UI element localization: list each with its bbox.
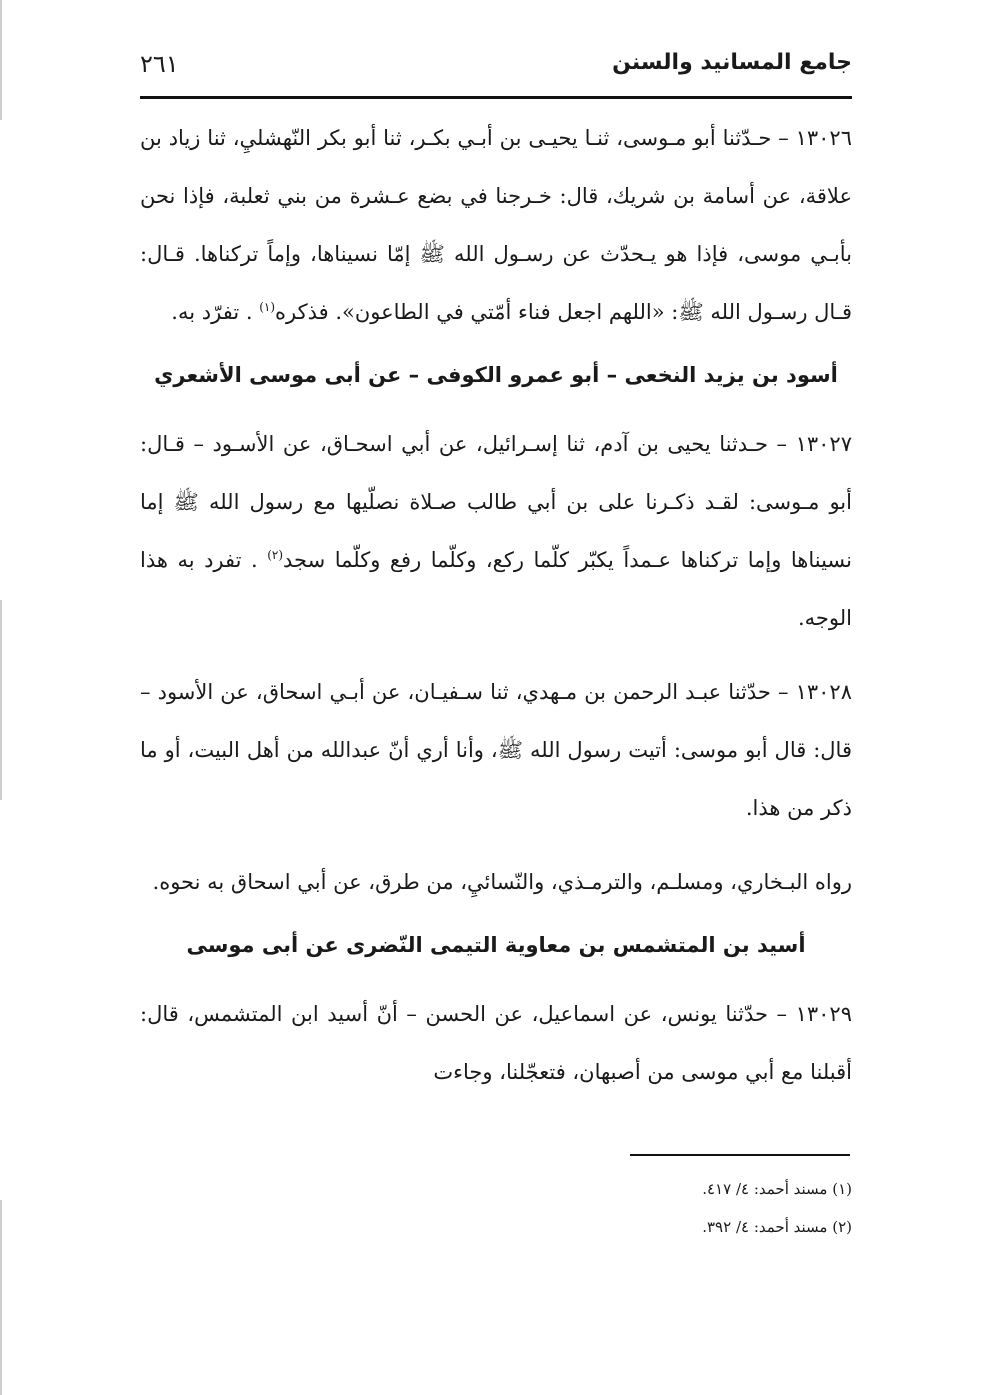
hadith-paragraph (140, 109, 852, 341)
hadith-text: ١٣٠٢٦ – حـدّثنا أبو مـوسى، ثنـا يحيـى بن أبـي بكـر، ثنا أبو بكر النّهشليِ، ثنا زياد بن علاقة، عن أسامة بن شريك، قال: خـرجنا في بضع عـشرة من بني ثعلبة، فإذا نحن بأبـي موسى، فإذا هو يـحدّث عن رسـول الله ﷺ إمّا نسيناها، وإماً تركناها. قـال: قـال رسـول الله ﷺ: «اللهم اجعل فناء أمّتي في الطاعون». فذكره (140, 126, 852, 324)
footnote-marker: (٢) (267, 548, 284, 562)
running-header (140, 40, 852, 96)
hadith-paragraph: ١٣٠٢٩ – حدّثنا يونس، عن اسماعيل، عن الحسن – أنّ أسيد ابن المتشمس، قال: أقبلنا مع أبي موسى من أصبهان، فتعجّلنا، وجاءت (140, 1002, 852, 1084)
hadith-text: ١٣٠٢٧ – حـدثنا يحيى بن آدم، ثنا إسـرائيل، عن أبي اسحـاق، عن الأسـود – قـال: أبو مـوسى: لقـد ذكـرنا على بن أبي طالب صـلاة نصلّيها مع رسول الله ﷺ إما نسيناها وإما تركناها عـمداً يكبّر كلّما ركع، وكلّما رفع وكلّما سجد (140, 432, 852, 572)
scan-edge (0, 1200, 2, 1395)
section-heading: أسيد بن المتشمس بن معاوية التيمى النّضرى عن أبى موسى (186, 933, 806, 957)
book-page (140, 40, 852, 1360)
footnote-marker: (١) (259, 300, 276, 314)
scan-edge (0, 600, 2, 800)
section-heading: أسود بن يزيد النخعى – أبو عمرو الكوفى – عن أبى موسى الأشعري (154, 363, 838, 387)
hadith-tail: . تفرد به هذا الوجه. (140, 548, 852, 630)
footnote: (١) مسند أحمد: ٤/ ٤١٧. (702, 1180, 852, 1198)
scan-edge (0, 0, 2, 120)
book-title: جامع المسانيد والسنن (612, 50, 852, 75)
takhrij-paragraph: رواه البـخاري، ومسلـم، والترمـذي، والنّسائيِ، من طرق، عن أبي اسحاق به نحوه. (152, 870, 852, 894)
header-rule (140, 96, 852, 99)
hadith-tail: . تفرّد به. (171, 300, 253, 324)
page-number: ٢٦١ (140, 50, 179, 78)
footnotes (140, 1170, 852, 1246)
hadith-paragraph (140, 415, 852, 647)
hadith-paragraph: ١٣٠٢٨ – حدّثنا عبـد الرحمن بن مـهدي، ثنا سـفيـان، عن أبـي اسحاق، عن الأسود – قال: قال أبو موسى: أتيت رسول الله ﷺ، وأنا أري أنّ عبدالله من أهل البيت، أو ما ذكر من هذا. (140, 680, 852, 820)
footnote: (٢) مسند أحمد: ٤/ ٣٩٢. (702, 1218, 852, 1236)
footnote-rule (630, 1154, 850, 1156)
